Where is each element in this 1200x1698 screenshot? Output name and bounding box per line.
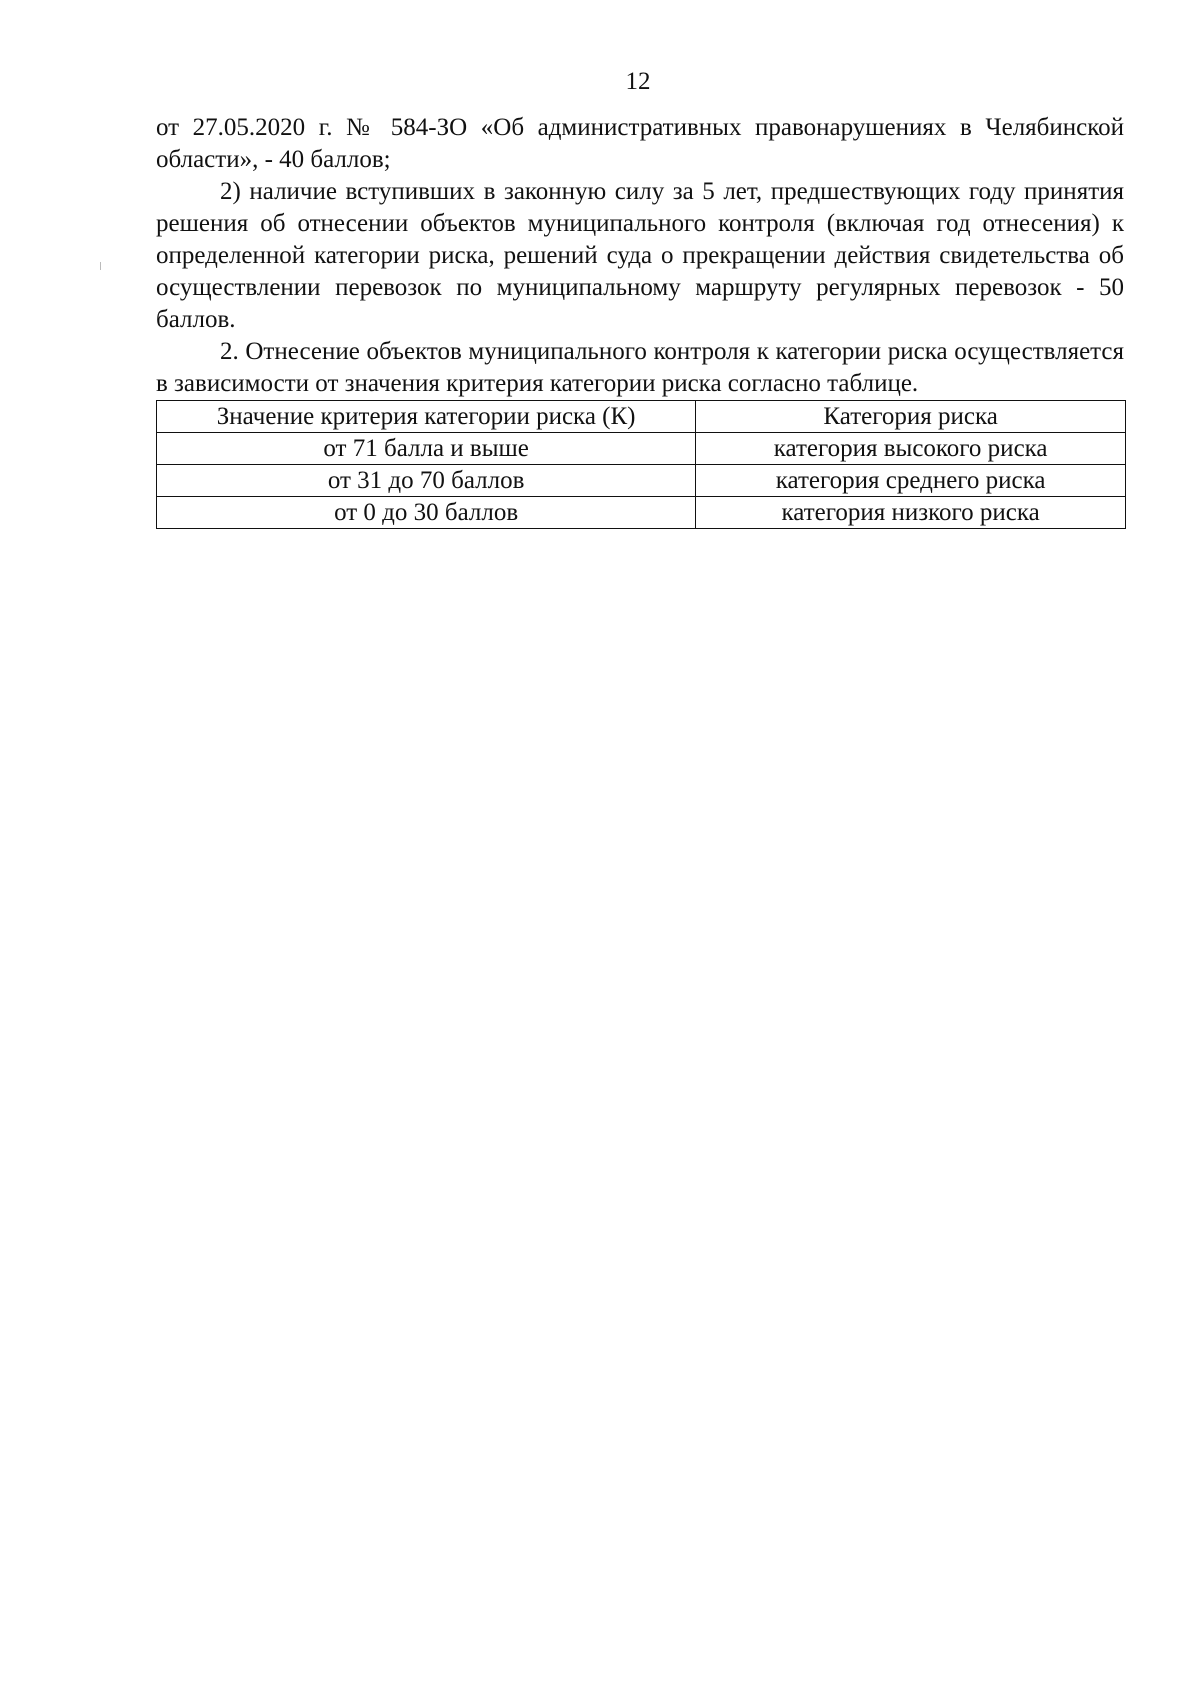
table-header-row <box>157 401 1126 433</box>
table-cell-criterion: от 71 балла и выше <box>157 433 696 465</box>
table-row <box>157 433 1126 465</box>
table-header-category: Категория риска <box>696 401 1126 433</box>
document-body <box>156 112 1124 529</box>
scan-artifact <box>100 262 101 270</box>
table-row <box>157 465 1126 497</box>
table-cell-category: категория высокого риска <box>696 433 1126 465</box>
page-number: 12 <box>625 68 651 95</box>
table-row <box>157 497 1126 529</box>
table-cell-criterion: от 31 до 70 баллов <box>157 465 696 497</box>
table-cell-criterion: от 0 до 30 баллов <box>157 497 696 529</box>
table-header-criterion: Значение критерия категории риска (К) <box>157 401 696 433</box>
table-cell-category: категория низкого риска <box>696 497 1126 529</box>
risk-category-table <box>156 400 1126 529</box>
paragraph-section-2: 2. Отнесение объектов муниципального контроля к категории риска осуществляется в зависимости от значения критерия категории риска согласно таблице. <box>156 338 1124 397</box>
paragraph-item-2: 2) наличие вступивших в законную силу за 5 лет, предшествующих году принятия решения об отнесении объектов муниципального контроля (включая год отнесения) к определенной категории риска, решений суда о прекращении действия свидетельства об осуществлении перевозок по муниципальному маршруту регулярных перевозок - 50 баллов. <box>156 178 1124 333</box>
table-cell-category: категория среднего риска <box>696 465 1126 497</box>
paragraph-continuation: от 27.05.2020 г. № 584-ЗО «Об административных правонарушениях в Челябинской области», - 40 баллов; <box>156 114 1124 173</box>
